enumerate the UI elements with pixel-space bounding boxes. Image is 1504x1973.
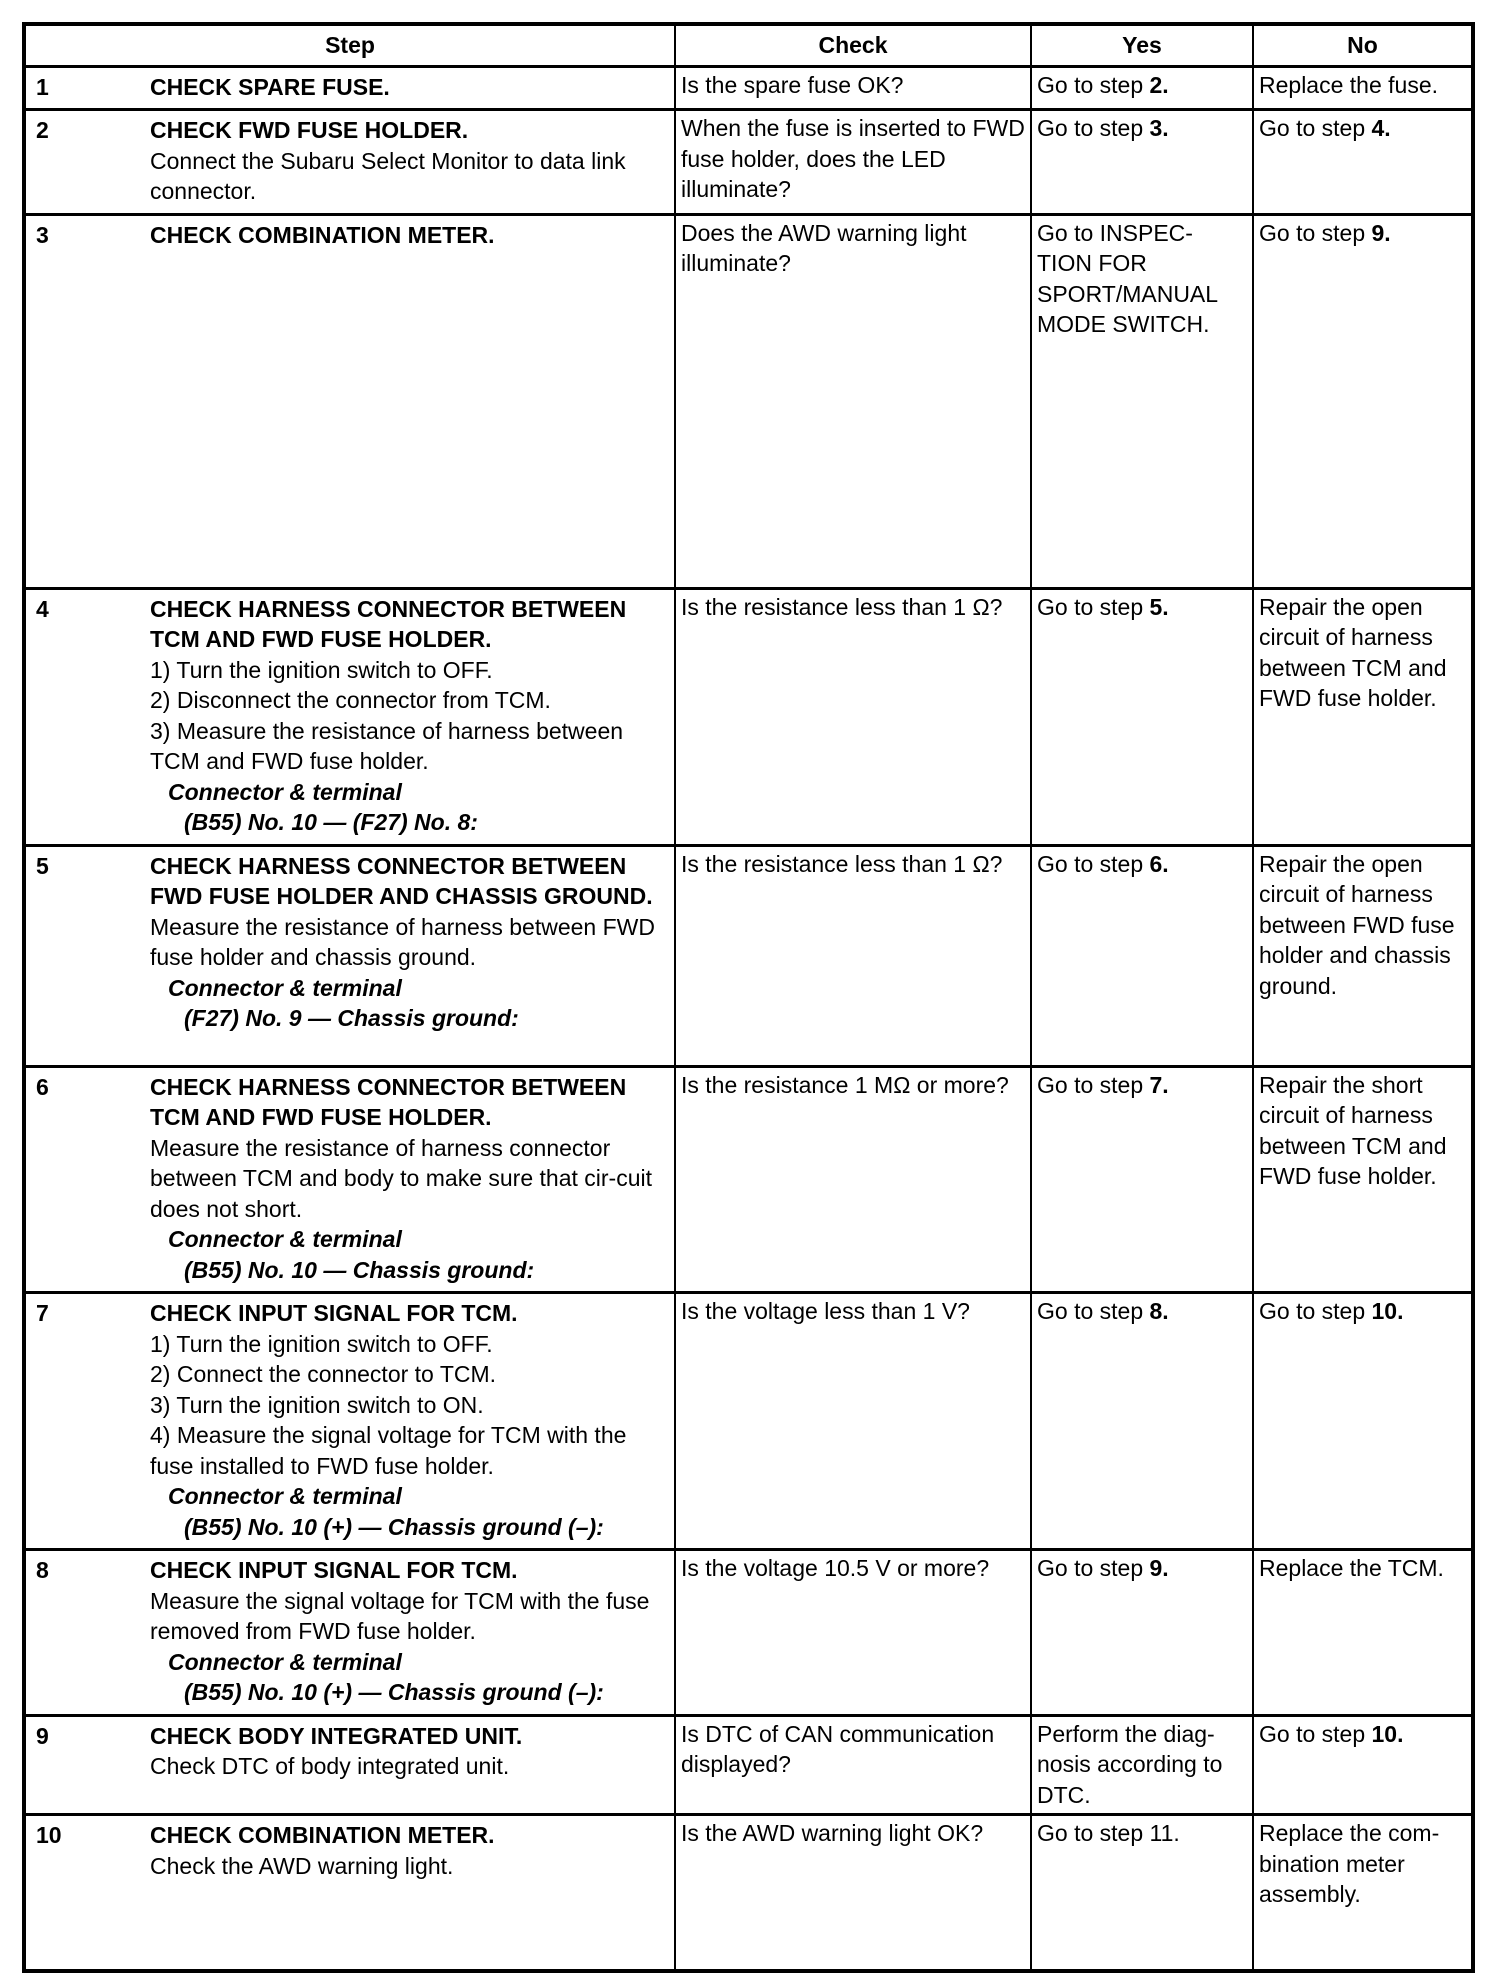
connector-label: Connector & terminal (168, 778, 402, 805)
yes-text: Go to step (1037, 1555, 1150, 1581)
instruction-line: 1) Turn the ignition switch to OFF. (150, 656, 493, 683)
step-number: 8 (36, 1557, 49, 1583)
step-body (150, 1553, 669, 1711)
yes-cell (1031, 214, 1253, 588)
no-cell (1253, 1815, 1473, 1971)
step-cell (24, 1815, 675, 1971)
yes-text: Go to step 11. (1037, 1820, 1180, 1846)
table-row-step-6 (24, 1066, 1473, 1293)
check-cell: Is the resistance less than 1 Ω? (675, 588, 1031, 845)
step-instructions (150, 1329, 664, 1482)
check-cell: Is the voltage less than 1 V? (675, 1293, 1031, 1550)
step-cell (24, 214, 675, 588)
instruction-line: Measure the resistance of harness between FWD fuse holder and chassis ground. (150, 913, 655, 970)
step-title: CHECK INPUT SIGNAL FOR TCM. (150, 1300, 518, 1326)
step-number: 4 (36, 595, 49, 622)
instruction-line: 3) Turn the ignition switch to ON. (150, 1391, 484, 1418)
no-text: Replace the com-bination meter assembly. (1259, 1820, 1440, 1907)
step-number: 6 (36, 1073, 49, 1100)
yes-step-ref: 3. (1149, 115, 1169, 141)
step-cell (24, 588, 675, 845)
connector-value: (B55) No. 10 — (F27) No. 8: (184, 809, 478, 835)
table-row-step-4 (24, 588, 1473, 845)
yes-step-ref: 7. (1149, 1071, 1169, 1098)
table-row-step-2 (24, 110, 1473, 215)
step-number: 3 (36, 221, 49, 248)
instruction-line: 4) Measure the signal voltage for TCM with the fuse installed to FWD fuse holder. (150, 1422, 627, 1479)
no-text: Go to step (1259, 1298, 1372, 1324)
no-text: Go to step (1259, 219, 1372, 246)
no-cell (1253, 588, 1473, 845)
no-cell (1253, 1066, 1473, 1293)
no-step-ref: 10. (1371, 1720, 1404, 1747)
yes-cell (1031, 588, 1253, 845)
table-row-step-7 (24, 1293, 1473, 1550)
yes-step-ref: 6. (1149, 850, 1169, 877)
yes-text: Perform the diag-nosis according to DTC. (1037, 1720, 1223, 1808)
yes-text: Go to step (1037, 593, 1150, 620)
no-step-ref: 4. (1371, 115, 1391, 141)
check-cell: Does the AWD warning light illuminate? (675, 214, 1031, 588)
step-cell (24, 110, 675, 215)
no-cell (1253, 845, 1473, 1066)
step-title: CHECK INPUT SIGNAL FOR TCM. (150, 1557, 518, 1583)
instruction-line: Check the AWD warning light. (150, 1852, 454, 1879)
step-title: CHECK BODY INTEGRATED UNIT. (150, 1722, 523, 1749)
yes-cell (1031, 1293, 1253, 1550)
connector-label: Connector & terminal (168, 1648, 402, 1675)
yes-step-ref: 2. (1149, 71, 1169, 98)
check-cell: Is the spare fuse OK? (675, 66, 1031, 110)
yes-text: Go to step (1037, 71, 1150, 98)
yes-cell (1031, 110, 1253, 215)
step-cell (24, 1066, 675, 1293)
step-body (150, 218, 669, 254)
instruction-line: 1) Turn the ignition switch to OFF. (150, 1330, 493, 1357)
no-text: Repair the open circuit of harness between TCM and FWD fuse holder. (1259, 593, 1447, 711)
connector-value: (B55) No. 10 (+) — Chassis ground (–): (184, 1679, 604, 1705)
yes-step-ref: 5. (1149, 593, 1169, 620)
step-instructions (150, 912, 664, 973)
step-number: 2 (36, 117, 49, 143)
check-cell: Is the resistance less than 1 Ω? (675, 845, 1031, 1066)
no-cell (1253, 1715, 1473, 1815)
yes-text: Go to step (1037, 1298, 1150, 1324)
step-title: CHECK FWD FUSE HOLDER. (150, 117, 469, 143)
no-step-ref: 10. (1371, 1298, 1404, 1324)
step-cell (24, 1715, 675, 1815)
instruction-line: 2) Connect the connector to TCM. (150, 1361, 497, 1387)
no-cell (1253, 214, 1473, 588)
step-title: CHECK COMBINATION METER. (150, 1822, 495, 1848)
instruction-line: Measure the resistance of harness connector between TCM and body to make sure that cir-cuit does not short. (150, 1134, 652, 1222)
no-cell (1253, 1293, 1473, 1550)
check-cell: Is the AWD warning light OK? (675, 1815, 1031, 1971)
header-row (24, 24, 1473, 66)
yes-text: Go to step (1037, 1071, 1150, 1098)
step-title: CHECK HARNESS CONNECTOR BETWEEN FWD FUSE HOLDER AND CHASSIS GROUND. (150, 852, 653, 909)
step-body (150, 592, 669, 841)
step-instructions (150, 1851, 664, 1882)
table-body (24, 66, 1473, 1971)
connector-value: (F27) No. 9 — Chassis ground: (184, 1005, 519, 1031)
yes-cell (1031, 1550, 1253, 1716)
connector-value: (B55) No. 10 (+) — Chassis ground (–): (184, 1513, 604, 1540)
table-row-step-10 (24, 1815, 1473, 1971)
no-text: Go to step (1259, 1720, 1372, 1747)
step-cell (24, 66, 675, 110)
step-number: 1 (36, 73, 49, 100)
yes-step-ref: 9. (1149, 1555, 1169, 1581)
check-cell: When the fuse is inserted to FWD fuse holder, does the LED illuminate? (675, 110, 1031, 215)
no-text: Go to step (1259, 115, 1372, 141)
yes-cell (1031, 66, 1253, 110)
instruction-line: Measure the signal voltage for TCM with the fuse removed from FWD fuse holder. (150, 1587, 650, 1644)
step-body (150, 113, 669, 210)
yes-text: Go to step (1037, 850, 1150, 877)
table-row-step-8 (24, 1550, 1473, 1716)
step-instructions (150, 1133, 664, 1225)
step-body (150, 1818, 669, 1884)
step-number: 10 (36, 1822, 62, 1848)
step-number: 7 (36, 1300, 49, 1326)
instruction-line: 3) Measure the resistance of harness between TCM and FWD fuse holder. (150, 717, 624, 774)
no-text: Replace the TCM. (1259, 1555, 1444, 1581)
instruction-line: 2) Disconnect the connector from TCM. (150, 687, 551, 713)
step-instructions (150, 1586, 664, 1647)
no-cell (1253, 110, 1473, 215)
check-cell: Is the voltage 10.5 V or more? (675, 1550, 1031, 1716)
yes-text: Go to step (1037, 115, 1150, 141)
step-title: CHECK COMBINATION METER. (150, 221, 495, 248)
header-check: Check (675, 24, 1031, 66)
no-step-ref: 9. (1371, 219, 1391, 246)
step-body (150, 70, 669, 106)
header-no: No (1253, 24, 1473, 66)
yes-step-ref: 8. (1149, 1298, 1169, 1324)
header-yes: Yes (1031, 24, 1253, 66)
no-text: Repair the open circuit of harness between FWD fuse holder and chassis ground. (1259, 850, 1455, 999)
table-row-step-5 (24, 845, 1473, 1066)
connector-label: Connector & terminal (168, 1226, 402, 1252)
step-title: CHECK HARNESS CONNECTOR BETWEEN TCM AND FWD FUSE HOLDER. (150, 595, 627, 652)
instruction-line: Check DTC of body integrated unit. (150, 1753, 510, 1779)
step-instructions (150, 146, 664, 207)
yes-cell (1031, 1815, 1253, 1971)
instruction-line: Connect the Subaru Select Monitor to data link connector. (150, 147, 626, 204)
diagnostic-procedure-table (22, 22, 1475, 1973)
yes-cell (1031, 1715, 1253, 1815)
step-cell (24, 1293, 675, 1550)
step-cell (24, 845, 675, 1066)
no-cell (1253, 1550, 1473, 1716)
step-number: 9 (36, 1722, 49, 1749)
yes-cell (1031, 1066, 1253, 1293)
yes-text: Go to INSPEC-TION FOR SPORT/MANUAL MODE SWITCH. (1037, 219, 1218, 337)
connector-label: Connector & terminal (168, 1483, 402, 1509)
table-row-step-3 (24, 214, 1473, 588)
step-instructions (150, 655, 664, 777)
check-cell: Is the resistance 1 MΩ or more? (675, 1066, 1031, 1293)
step-title: CHECK SPARE FUSE. (150, 73, 390, 100)
step-title: CHECK HARNESS CONNECTOR BETWEEN TCM AND FWD FUSE HOLDER. (150, 1073, 627, 1130)
connector-label: Connector & terminal (168, 974, 402, 1001)
step-body (150, 1070, 669, 1289)
no-cell (1253, 66, 1473, 110)
step-number: 5 (36, 852, 49, 879)
step-body (150, 849, 669, 1037)
step-body (150, 1719, 669, 1785)
check-cell: Is DTC of CAN communication displayed? (675, 1715, 1031, 1815)
step-cell (24, 1550, 675, 1716)
no-text: Repair the short circuit of harness between TCM and FWD fuse holder. (1259, 1071, 1447, 1189)
connector-value: (B55) No. 10 — Chassis ground: (184, 1256, 535, 1283)
no-text: Replace the fuse. (1259, 71, 1439, 98)
yes-cell (1031, 845, 1253, 1066)
table-row-step-1 (24, 66, 1473, 110)
step-instructions (150, 1751, 664, 1782)
step-body (150, 1296, 669, 1545)
table-row-step-9 (24, 1715, 1473, 1815)
header-step: Step (24, 24, 675, 66)
